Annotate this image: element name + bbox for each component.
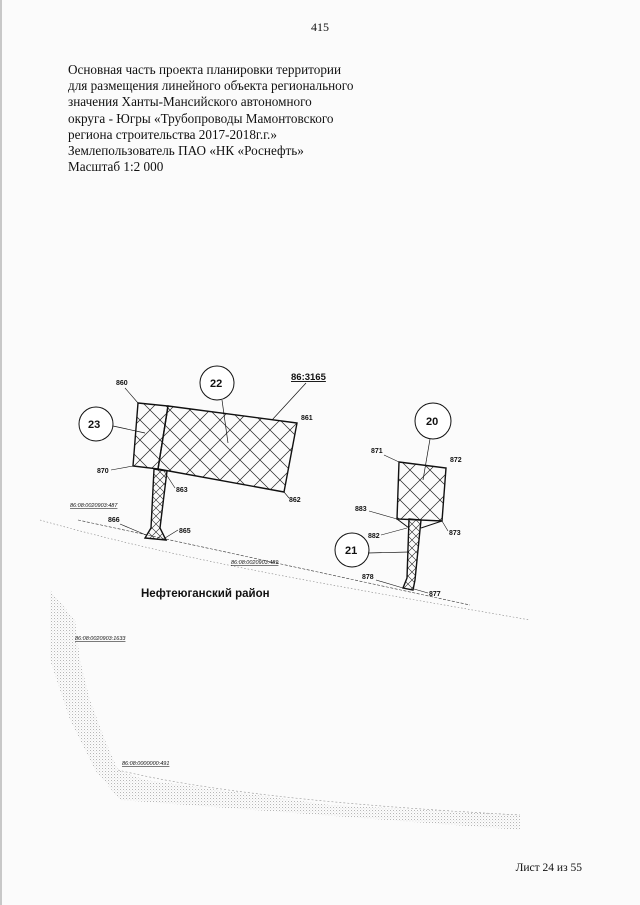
zone-label-20: 20 [426,416,439,428]
leader-line [120,524,146,535]
connector-line [397,519,409,528]
zone-label-21: 21 [345,545,358,557]
zone-20-area [397,462,446,521]
point-label-877: 877 [429,591,441,598]
leader-line [381,528,407,535]
point-label-882: 882 [368,533,380,540]
sheet-number: Лист 24 из 55 [515,862,582,874]
leader-line [376,580,403,588]
cadastral-number: 86:08:0020903:487 [70,503,118,509]
point-label-872: 872 [450,457,462,464]
scan-edge-left [0,0,2,905]
title-line: значения Ханты-Мансийского автономного [68,94,312,110]
point-label-866: 866 [108,517,120,524]
point-label-862: 862 [289,497,301,504]
point-label-883: 883 [355,506,367,513]
leader-line [369,511,397,519]
title-line: для размещения линейного объекта регионального [68,78,354,94]
title-line: региона строительства 2017-2018г.г.» [68,126,277,142]
point-label-870: 870 [97,468,109,475]
leader-line [165,530,178,538]
cadastral-number: 86:08:0000000:491 [122,761,170,767]
leader-line [384,455,399,462]
title-line: Основная часть проекта планировки территории [68,62,342,77]
point-label-873: 873 [449,530,461,537]
leader-line [111,466,133,470]
zone-label-23: 23 [88,419,101,431]
leader-line [284,492,289,498]
district-label: Нефтеюганский район [141,588,270,600]
cadastral-number: 86:08:0020903:1633 [75,636,126,642]
access-road-left [145,469,167,540]
title-line: Землепользователь ПАО «НК «Роснефть» [68,143,304,159]
point-label-861: 861 [301,415,313,422]
leader-line [368,552,409,553]
zone-22-area [158,406,297,492]
point-label-871: 871 [371,448,383,455]
cadastral-number: 86:08:0020903:489 [231,560,279,566]
leader-line [414,589,428,593]
title-line: округа - Югры «Трубопроводы Мамонтовского [68,110,334,126]
terrain-shading [50,590,520,830]
page-number: 415 [311,20,329,34]
connector-line [421,521,442,528]
point-label-863: 863 [176,487,188,494]
area-number: 86:3165 [291,372,326,383]
point-label-865: 865 [179,528,191,535]
access-road-right [403,519,421,590]
point-label-878: 878 [362,574,374,581]
scale-line: Масштаб 1:2 000 [68,159,164,175]
leader-line [442,521,448,531]
zone-label-22: 22 [210,378,223,390]
leader-line [125,388,138,403]
point-label-860: 860 [116,380,128,387]
